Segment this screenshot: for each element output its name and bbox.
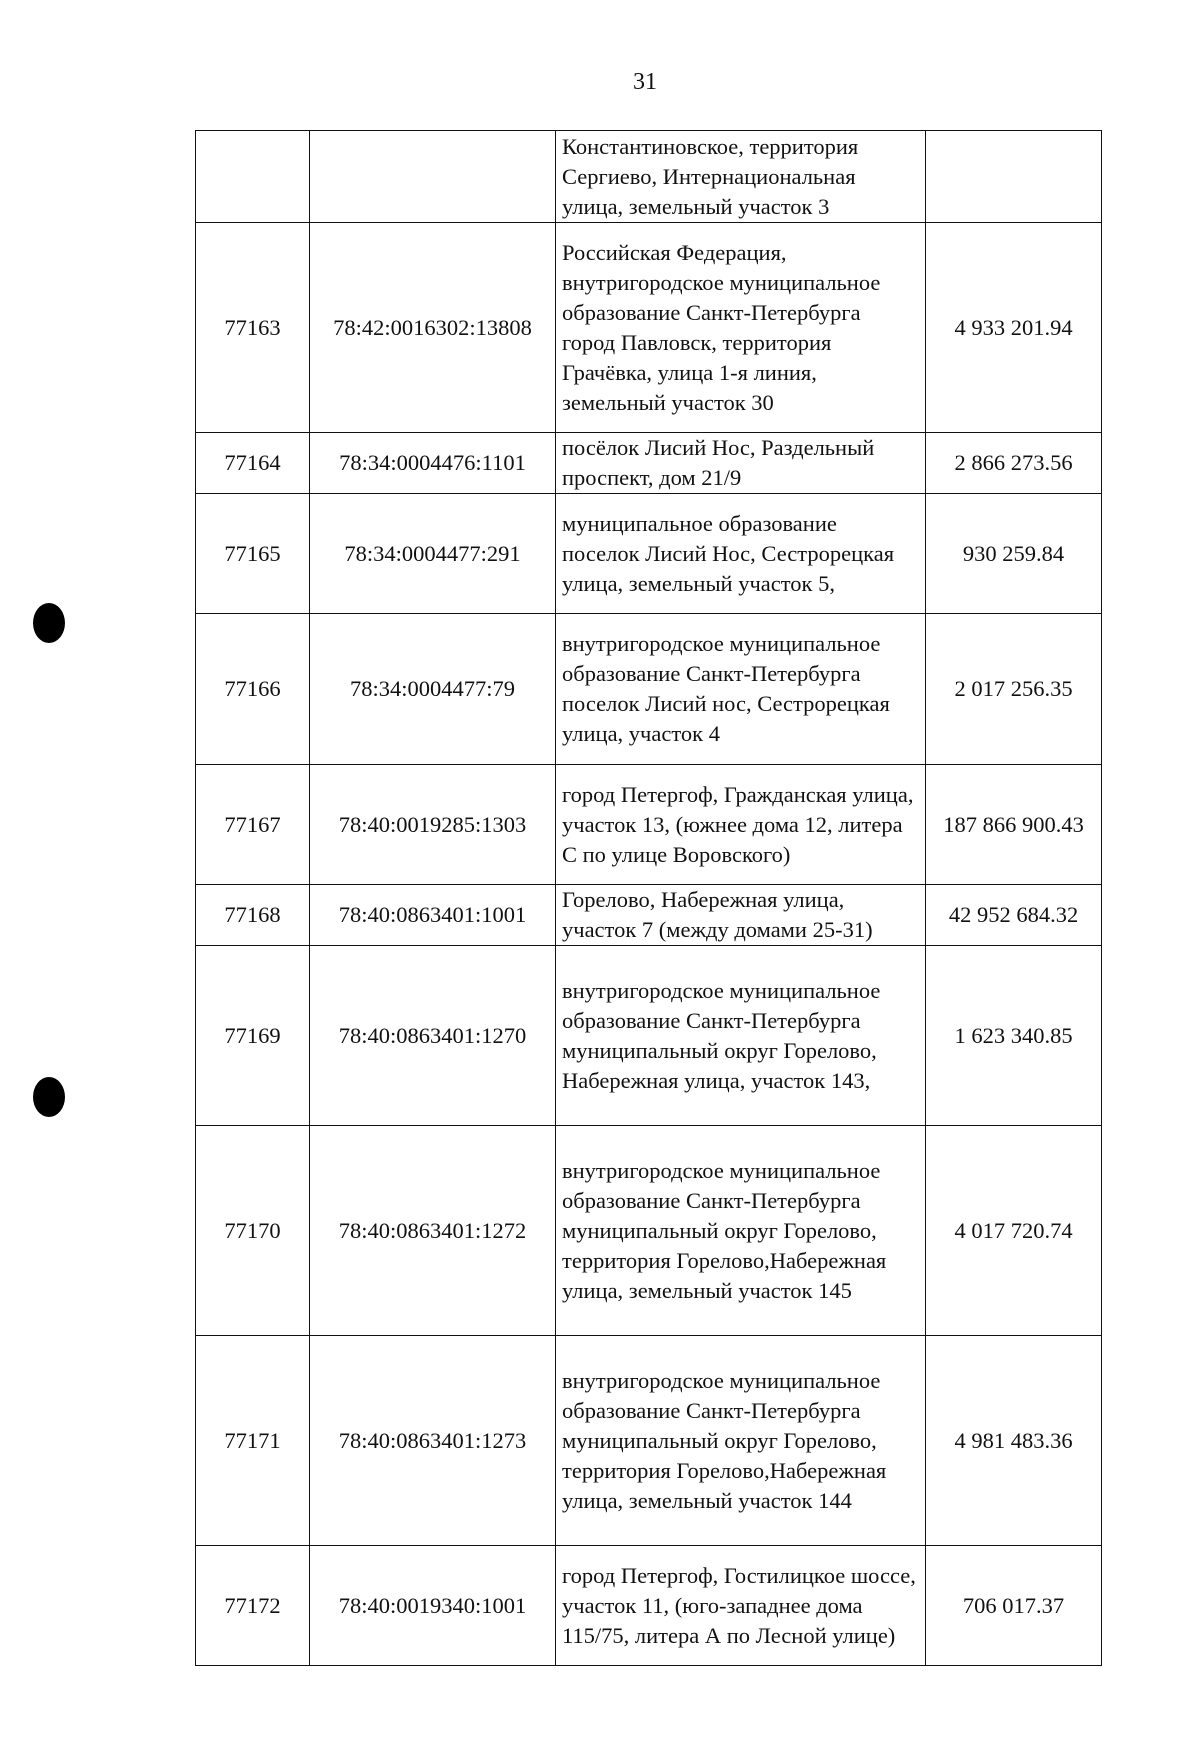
address-cell: внутригородское муниципальное образование Санкт-Петербурга муниципальный округ Горелово, территория Горелово,Набережная улица, земельный участок 145: [556, 1126, 926, 1336]
cadastral-number: 78:40:0863401:1001: [310, 885, 556, 946]
address-cell: внутригородское муниципальное образование Санкт-Петербурга муниципальный округ Горелово, территория Горелово,Набережная улица, земельный участок 144: [556, 1336, 926, 1546]
cadastral-value: 42 952 684.32: [926, 885, 1102, 946]
table-row: [196, 131, 1102, 223]
address-cell: город Петергоф, Гостилицкое шоссе, участок 11, (юго-западнее дома 115/75, литера А по Лесной улице): [556, 1546, 926, 1666]
binder-hole-mark: [33, 1077, 65, 1117]
row-number: 77170: [196, 1126, 310, 1336]
cadastral-number: 78:40:0019340:1001: [310, 1546, 556, 1666]
table-row: [196, 1546, 1102, 1666]
table-row: [196, 433, 1102, 494]
address-cell: Горелово, Набережная улица, участок 7 (между домами 25-31): [556, 885, 926, 946]
table-row: [196, 1126, 1102, 1336]
row-number: 77171: [196, 1336, 310, 1546]
row-number: 77164: [196, 433, 310, 494]
cadastral-value: [926, 131, 1102, 223]
table-row: [196, 946, 1102, 1126]
cadastral-number: 78:40:0863401:1270: [310, 946, 556, 1126]
cadastral-number: 78:42:0016302:13808: [310, 223, 556, 433]
cadastral-value: 2 866 273.56: [926, 433, 1102, 494]
row-number: 77165: [196, 494, 310, 614]
table-row: [196, 494, 1102, 614]
row-number: 77167: [196, 765, 310, 885]
address-cell: муниципальное образование поселок Лисий Нос, Сестрорецкая улица, земельный участок 5,: [556, 494, 926, 614]
cadastral-value: 1 623 340.85: [926, 946, 1102, 1126]
cadastral-number: [310, 131, 556, 223]
cadastral-number: 78:40:0019285:1303: [310, 765, 556, 885]
row-number: 77168: [196, 885, 310, 946]
binder-hole-mark: [33, 603, 65, 643]
row-number: 77172: [196, 1546, 310, 1666]
address-cell: Российская Федерация, внутригородское муниципальное образование Санкт-Петербурга город Павловск, территория Грачёвка, улица 1-я линия, земельный участок 30: [556, 223, 926, 433]
cadastral-value-table: [195, 130, 1102, 1666]
row-number: 77166: [196, 614, 310, 765]
table-row: [196, 614, 1102, 765]
address-cell: город Петергоф, Гражданская улица, участок 13, (южнее дома 12, литера С по улице Воровского): [556, 765, 926, 885]
address-cell: посёлок Лисий Нос, Раздельный проспект, дом 21/9: [556, 433, 926, 494]
cadastral-value: 187 866 900.43: [926, 765, 1102, 885]
cadastral-value: 930 259.84: [926, 494, 1102, 614]
address-cell: внутригородское муниципальное образование Санкт-Петербурга муниципальный округ Горелово, Набережная улица, участок 143,: [556, 946, 926, 1126]
cadastral-value: 4 981 483.36: [926, 1336, 1102, 1546]
cadastral-value: 2 017 256.35: [926, 614, 1102, 765]
table-row: [196, 223, 1102, 433]
cadastral-value: 706 017.37: [926, 1546, 1102, 1666]
row-number: 77163: [196, 223, 310, 433]
cadastral-number: 78:34:0004476:1101: [310, 433, 556, 494]
cadastral-value: 4 017 720.74: [926, 1126, 1102, 1336]
cadastral-number: 78:40:0863401:1272: [310, 1126, 556, 1336]
page-number: 31: [633, 69, 657, 95]
cadastral-number: 78:34:0004477:291: [310, 494, 556, 614]
cadastral-number: 78:40:0863401:1273: [310, 1336, 556, 1546]
address-cell: внутригородское муниципальное образование Санкт-Петербурга поселок Лисий нос, Сестрорецкая улица, участок 4: [556, 614, 926, 765]
cadastral-number: 78:34:0004477:79: [310, 614, 556, 765]
address-cell: Константиновское, территория Сергиево, Интернациональная улица, земельный участок 3: [556, 131, 926, 223]
cadastral-value: 4 933 201.94: [926, 223, 1102, 433]
table-row: [196, 765, 1102, 885]
row-number: 77169: [196, 946, 310, 1126]
row-number: [196, 131, 310, 223]
table-row: [196, 885, 1102, 946]
table-row: [196, 1336, 1102, 1546]
